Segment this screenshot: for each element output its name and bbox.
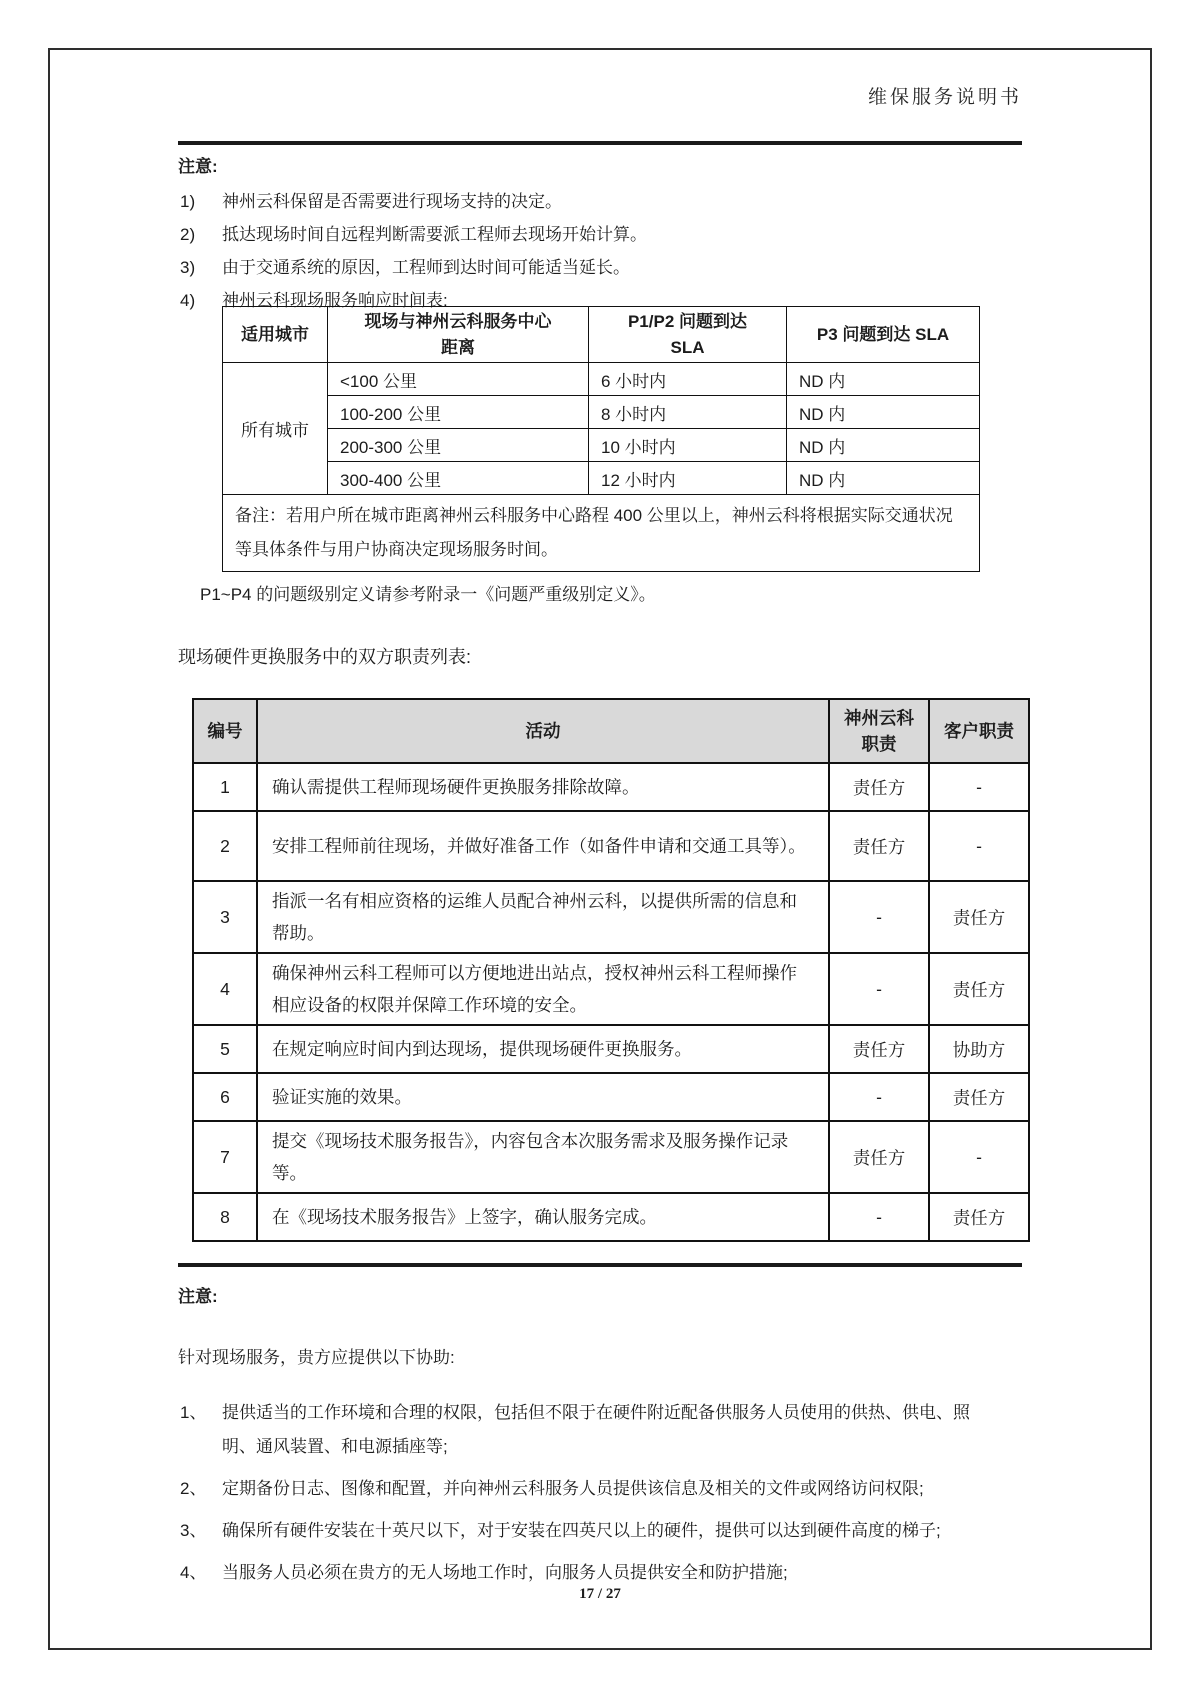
list-text: 抵达现场时间自远程判断需要派工程师去现场开始计算。	[222, 225, 647, 244]
resp-row	[193, 1025, 1029, 1073]
notes-bottom-section	[178, 1282, 970, 1598]
list-item	[178, 251, 1022, 284]
page-number: 17 / 27	[579, 1586, 621, 1602]
resp-activity-cell: 在《现场技术服务报告》上签字，确认服务完成。	[257, 1193, 829, 1241]
list-item	[178, 1556, 970, 1590]
resp-dck-cell: 责任方	[829, 763, 929, 811]
resp-activity-cell: 指派一名有相应资格的运维人员配合神州云科，以提供所需的信息和帮助。	[257, 881, 829, 953]
resp-no-cell: 8	[193, 1193, 257, 1241]
section-title: 现场硬件更换服务中的双方职责列表:	[178, 647, 471, 667]
sla-row	[223, 363, 980, 396]
resp-dck-cell: -	[829, 1193, 929, 1241]
sla-footnote: P1~P4 的问题级别定义请参考附录一《问题严重级别定义》。	[200, 585, 656, 604]
list-item	[178, 1396, 970, 1464]
list-marker: 1、	[180, 1403, 207, 1422]
list-item	[178, 1472, 970, 1506]
resp-dck-cell: -	[829, 881, 929, 953]
doc-header-title: 维保服务说明书	[867, 87, 1022, 108]
resp-no-cell: 6	[193, 1073, 257, 1121]
notes-bottom-intro: 针对现场服务，贵方应提供以下协助:	[178, 1348, 455, 1367]
resp-customer-cell: 责任方	[929, 953, 1029, 1025]
sla-city-cell: 所有城市	[223, 363, 328, 495]
resp-no-cell: 4	[193, 953, 257, 1025]
resp-dck-cell: -	[829, 953, 929, 1025]
sla-distance-cell: 200-300 公里	[328, 429, 589, 462]
list-marker: 4)	[180, 291, 196, 310]
resp-activity-cell: 确保神州云科工程师可以方便地进出站点，授权神州云科工程师操作相应设备的权限并保障工作环境的安全。	[257, 953, 829, 1025]
sla-row	[223, 396, 980, 429]
list-marker: 4、	[180, 1563, 207, 1582]
sla-p3-cell: ND 内	[787, 396, 980, 429]
resp-dck-cell: 责任方	[829, 1025, 929, 1073]
list-marker: 2)	[180, 225, 196, 244]
resp-no-cell: 3	[193, 881, 257, 953]
sla-header-row	[223, 307, 980, 363]
resp-row	[193, 763, 1029, 811]
resp-activity-cell: 在规定响应时间内到达现场，提供现场硬件更换服务。	[257, 1025, 829, 1073]
resp-no-cell: 7	[193, 1121, 257, 1193]
sla-p3-cell: ND 内	[787, 363, 980, 396]
list-text: 神州云科现场服务响应时间表:	[222, 291, 448, 310]
list-item	[178, 185, 1022, 218]
sla-p3-cell: ND 内	[787, 462, 980, 495]
sla-header-p3: P3 问题到达 SLA	[787, 307, 980, 363]
notes-top-list	[178, 185, 1022, 317]
sla-p12-cell: 12 小时内	[589, 462, 787, 495]
sla-p12-cell: 10 小时内	[589, 429, 787, 462]
responsibility-table	[192, 698, 1030, 1242]
list-marker: 3)	[180, 258, 196, 277]
notes-bottom-list	[178, 1396, 970, 1590]
list-text: 提供适当的工作环境和合理的权限，包括但不限于在硬件附近配备供服务人员使用的供热、供电、照明、通风装置、和电源插座等;	[222, 1403, 970, 1456]
resp-header-row	[193, 699, 1029, 763]
notes-top-section	[178, 152, 1022, 317]
resp-activity-cell: 验证实施的效果。	[257, 1073, 829, 1121]
list-item	[178, 1514, 970, 1548]
resp-customer-cell: 责任方	[929, 1073, 1029, 1121]
list-marker: 3、	[180, 1521, 207, 1540]
sla-distance-cell: 300-400 公里	[328, 462, 589, 495]
sla-header-p12: P1/P2 问题到达 SLA	[589, 307, 787, 363]
resp-customer-cell: -	[929, 1121, 1029, 1193]
resp-dck-cell: 责任方	[829, 1121, 929, 1193]
resp-customer-cell: 责任方	[929, 1193, 1029, 1241]
sla-distance-cell: 100-200 公里	[328, 396, 589, 429]
resp-dck-cell: -	[829, 1073, 929, 1121]
resp-header-customer: 客户职责	[929, 699, 1029, 763]
resp-dck-cell: 责任方	[829, 811, 929, 881]
resp-no-cell: 5	[193, 1025, 257, 1073]
header-rule	[178, 141, 1022, 145]
bottom-rule	[178, 1263, 1022, 1267]
resp-customer-cell: 协助方	[929, 1025, 1029, 1073]
sla-row	[223, 429, 980, 462]
sla-remark-cell: 备注：若用户所在城市距离神州云科服务中心路程 400 公里以上，神州云科将根据实际交通状况等具体条件与用户协商决定现场服务时间。	[223, 495, 980, 572]
resp-activity-cell: 确认需提供工程师现场硬件更换服务排除故障。	[257, 763, 829, 811]
resp-customer-cell: 责任方	[929, 881, 1029, 953]
sla-p12-cell: 6 小时内	[589, 363, 787, 396]
resp-row	[193, 1193, 1029, 1241]
list-text: 定期备份日志、图像和配置，并向神州云科服务人员提供该信息及相关的文件或网络访问权限;	[222, 1479, 924, 1498]
resp-no-cell: 1	[193, 763, 257, 811]
resp-no-cell: 2	[193, 811, 257, 881]
resp-customer-cell: -	[929, 763, 1029, 811]
resp-customer-cell: -	[929, 811, 1029, 881]
list-marker: 2、	[180, 1479, 207, 1498]
resp-row	[193, 1121, 1029, 1193]
list-text: 确保所有硬件安装在十英尺以下，对于安装在四英尺以上的硬件，提供可以达到硬件高度的梯子;	[222, 1521, 941, 1540]
notes-top-label: 注意:	[178, 157, 218, 176]
list-text: 神州云科保留是否需要进行现场支持的决定。	[222, 192, 562, 211]
resp-header-dck: 神州云科 职责	[829, 699, 929, 763]
sla-distance-cell: <100 公里	[328, 363, 589, 396]
sla-p12-cell: 8 小时内	[589, 396, 787, 429]
resp-header-no: 编号	[193, 699, 257, 763]
notes-bottom-label: 注意:	[178, 1287, 218, 1306]
resp-row	[193, 953, 1029, 1025]
sla-response-table	[222, 306, 980, 572]
list-text: 由于交通系统的原因，工程师到达时间可能适当延长。	[222, 258, 630, 277]
resp-header-activity: 活动	[257, 699, 829, 763]
list-text: 当服务人员必须在贵方的无人场地工作时，向服务人员提供安全和防护措施;	[222, 1563, 788, 1582]
resp-activity-cell: 提交《现场技术服务报告》，内容包含本次服务需求及服务操作记录等。	[257, 1121, 829, 1193]
sla-row	[223, 462, 980, 495]
sla-remark-row	[223, 495, 980, 572]
resp-row	[193, 811, 1029, 881]
resp-row	[193, 881, 1029, 953]
resp-activity-cell: 安排工程师前往现场，并做好准备工作（如备件申请和交通工具等）。	[257, 811, 829, 881]
sla-p3-cell: ND 内	[787, 429, 980, 462]
sla-header-city: 适用城市	[223, 307, 328, 363]
resp-row	[193, 1073, 1029, 1121]
list-marker: 1)	[180, 192, 196, 211]
sla-header-distance: 现场与神州云科服务中心 距离	[328, 307, 589, 363]
list-item	[178, 218, 1022, 251]
